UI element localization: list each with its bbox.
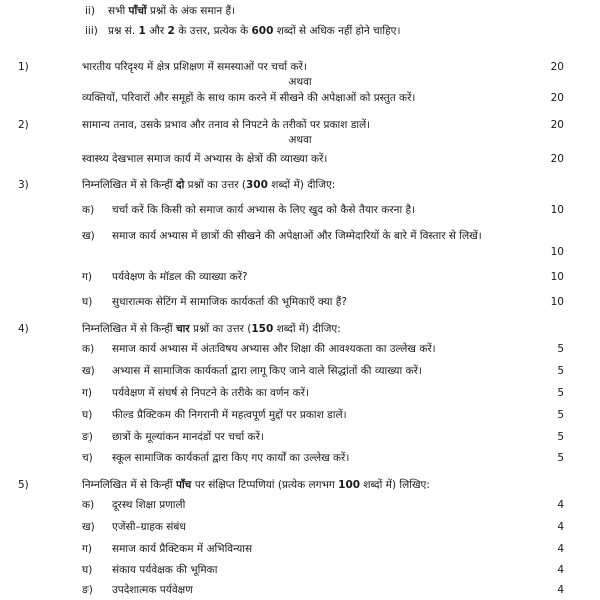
sub-question-text: पर्यवेक्षण में संघर्ष से निपटने के तरीके का वर्णन करें। bbox=[112, 387, 309, 399]
sub-question-text: स्कूल सामाजिक कार्यकर्ता द्वारा किए गए कार्यों का उल्लेख करें। bbox=[112, 452, 350, 464]
question-number: 5) bbox=[18, 479, 29, 491]
sub-question-marks: 5 bbox=[557, 409, 564, 421]
question-text: निम्नलिखित में से किन्हीं चार प्रश्नों का उत्तर (150 शब्दों में) दीजिए: bbox=[82, 323, 341, 335]
sub-question-marks: 5 bbox=[557, 452, 564, 464]
or-divider: अथवा bbox=[288, 134, 312, 146]
sub-question-text: एजेंसी–ग्राहक संबंध bbox=[112, 521, 186, 533]
sub-question-text: दूरस्थ शिक्षा प्रणाली bbox=[112, 499, 186, 511]
sub-question-label: ख) bbox=[82, 365, 95, 377]
question-text: निम्नलिखित में से किन्हीं पाँच पर संक्षिप्त टिप्पणियां (प्रत्येक लगभग 100 शब्दों में) लिखिए: bbox=[82, 479, 430, 491]
question-text: भारतीय परिदृश्य में क्षेत्र प्रशिक्षण में समस्याओं पर चर्चा करें। bbox=[82, 61, 307, 73]
question-number: 3) bbox=[18, 179, 29, 191]
question-alt-text: स्वास्थ्य देखभाल समाज कार्य में अभ्यास के क्षेत्रों की व्याख्या करें। bbox=[82, 153, 328, 165]
sub-question-marks: 10 bbox=[550, 296, 564, 308]
sub-question-text: समाज कार्य अभ्यास में छात्रों की सीखने की अपेक्षाओं और जिम्मेदारियों के बारे में विस्तार से लिखें। bbox=[112, 230, 482, 242]
sub-question-label: क) bbox=[82, 499, 95, 511]
instruction-text: प्रश्न सं. 1 और 2 के उत्तर, प्रत्येक के 600 शब्दों से अधिक नहीं होने चाहिए। bbox=[108, 25, 401, 37]
sub-question-label: घ) bbox=[82, 296, 93, 308]
question-number: 1) bbox=[18, 61, 29, 73]
sub-question-marks: 5 bbox=[557, 343, 564, 355]
sub-question-marks: 10 bbox=[550, 204, 564, 216]
sub-question-label: ग) bbox=[82, 543, 93, 555]
sub-question-marks: 5 bbox=[557, 365, 564, 377]
sub-question-label: घ) bbox=[82, 409, 93, 421]
sub-question-text: फील्ड प्रैक्टिकम की निगरानी में महत्वपूर्ण मुद्दों पर प्रकाश डालें। bbox=[112, 409, 347, 421]
instruction-marker: iii) bbox=[85, 25, 98, 37]
or-divider: अथवा bbox=[288, 76, 312, 88]
question-text: निम्नलिखित में से किन्हीं दो प्रश्नों का उत्तर (300 शब्दों में) दीजिए: bbox=[82, 179, 336, 191]
sub-question-text: पर्यवेक्षण के मॉडल की व्याख्या करें? bbox=[112, 271, 248, 283]
sub-question-marks: 10 bbox=[550, 246, 564, 258]
question-number: 4) bbox=[18, 323, 29, 335]
sub-question-marks: 4 bbox=[557, 564, 564, 576]
sub-question-label: क) bbox=[82, 343, 95, 355]
sub-question-label: घ) bbox=[82, 564, 93, 576]
question-marks: 20 bbox=[550, 119, 564, 131]
sub-question-marks: 10 bbox=[550, 271, 564, 283]
sub-question-label: ग) bbox=[82, 387, 93, 399]
sub-question-label: ख) bbox=[82, 230, 95, 242]
sub-question-text: उपदेशात्मक पर्यवेक्षण bbox=[112, 584, 193, 596]
sub-question-label: ङ) bbox=[82, 431, 93, 443]
question-alt-marks: 20 bbox=[550, 92, 564, 104]
instruction-text: सभी पाँचों प्रश्नों के अंक समान हैं। bbox=[108, 5, 236, 17]
sub-question-text: चर्चा करें कि किसी को समाज कार्य अभ्यास के लिए खुद को कैसे तैयार करना है। bbox=[112, 204, 416, 216]
question-text: सामान्य तनाव, उसके प्रभाव और तनाव से निपटने के तरीकों पर प्रकाश डालें। bbox=[82, 119, 371, 131]
sub-question-text: सुधारात्मक सेटिंग में सामाजिक कार्यकर्ता की भूमिकाएँ क्या हैं? bbox=[112, 296, 347, 308]
sub-question-label: च) bbox=[82, 452, 93, 464]
sub-question-text: अभ्यास में सामाजिक कार्यकर्ता द्वारा लागू किए जाने वाले सिद्धांतों की व्याख्या करें। bbox=[112, 365, 422, 377]
instruction-marker: ii) bbox=[85, 5, 95, 17]
sub-question-text: छात्रों के मूल्यांकन मानदंडों पर चर्चा करें। bbox=[112, 431, 264, 443]
question-number: 2) bbox=[18, 119, 29, 131]
sub-question-text: समाज कार्य अभ्यास में अंतःविषय अभ्यास और शिक्षा की आवश्यकता का उल्लेख करें। bbox=[112, 343, 436, 355]
sub-question-marks: 4 bbox=[557, 521, 564, 533]
question-alt-text: व्यक्तियों, परिवारों और समूहों के साथ काम करने में सीखने की अपेक्षाओं को प्रस्तुत करें। bbox=[82, 92, 416, 104]
sub-question-label: ग) bbox=[82, 271, 93, 283]
sub-question-text: समाज कार्य प्रैक्टिकम में अभिविन्यास bbox=[112, 543, 253, 555]
sub-question-label: क) bbox=[82, 204, 95, 216]
question-marks: 20 bbox=[550, 61, 564, 73]
sub-question-marks: 5 bbox=[557, 387, 564, 399]
sub-question-label: ङ) bbox=[82, 584, 93, 596]
sub-question-marks: 5 bbox=[557, 431, 564, 443]
sub-question-marks: 4 bbox=[557, 499, 564, 511]
sub-question-text: संकाय पर्यवेक्षक की भूमिका bbox=[112, 564, 218, 576]
sub-question-marks: 4 bbox=[557, 584, 564, 596]
sub-question-marks: 4 bbox=[557, 543, 564, 555]
question-alt-marks: 20 bbox=[550, 153, 564, 165]
sub-question-label: ख) bbox=[82, 521, 95, 533]
